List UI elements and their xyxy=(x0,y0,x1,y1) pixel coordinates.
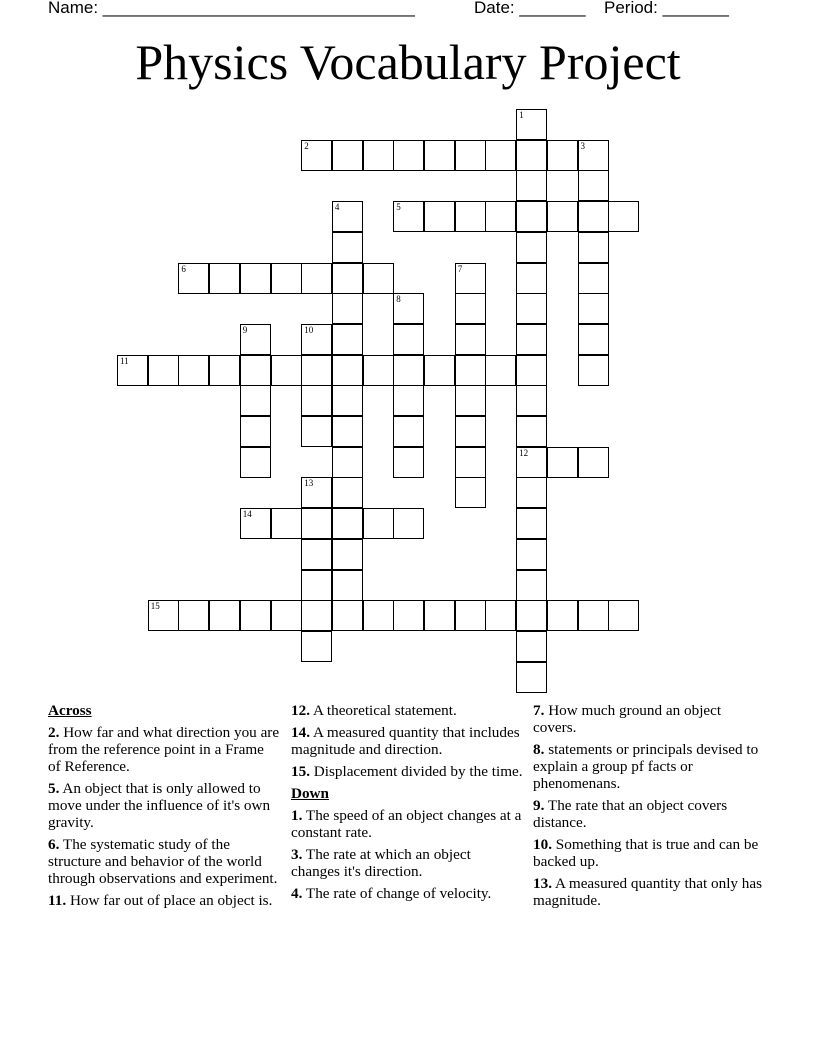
crossword-cell[interactable] xyxy=(516,385,547,416)
crossword-cell[interactable] xyxy=(578,232,609,263)
crossword-cell[interactable] xyxy=(455,385,486,416)
crossword-cell[interactable] xyxy=(393,201,424,232)
crossword-cell[interactable] xyxy=(424,355,455,386)
crossword-cell[interactable] xyxy=(178,600,209,631)
crossword-cell[interactable] xyxy=(301,355,332,386)
clue-down-1: 1. The speed of an object changes at a constant rate. xyxy=(291,807,522,841)
crossword-cell[interactable] xyxy=(516,293,547,324)
crossword-cell[interactable] xyxy=(516,662,547,693)
cell-number: 8 xyxy=(396,294,401,305)
crossword-cell[interactable] xyxy=(393,140,424,171)
crossword-cell[interactable] xyxy=(301,416,332,447)
crossword-cell[interactable] xyxy=(608,600,639,631)
clue-across-12: 12. A theoretical statement. xyxy=(291,702,457,719)
crossword-cell[interactable] xyxy=(516,140,547,171)
page-title: Physics Vocabulary Project xyxy=(135,34,681,90)
crossword-cell[interactable] xyxy=(240,324,271,355)
crossword-cell[interactable] xyxy=(455,201,486,232)
crossword-cell[interactable] xyxy=(209,263,240,294)
cell-number: 2 xyxy=(304,140,309,151)
crossword-cell[interactable] xyxy=(516,477,547,508)
clue-across-11: 11. How far out of place an object is. xyxy=(48,892,273,909)
crossword-cell[interactable] xyxy=(332,600,363,631)
crossword-cell[interactable] xyxy=(424,600,455,631)
crossword-cell[interactable] xyxy=(516,263,547,294)
crossword-cell[interactable] xyxy=(578,324,609,355)
across-heading: Across xyxy=(48,702,92,719)
crossword-cell[interactable] xyxy=(301,263,332,294)
crossword-cell[interactable] xyxy=(516,232,547,263)
crossword-cell[interactable] xyxy=(455,140,486,171)
crossword-cell[interactable] xyxy=(148,355,179,386)
crossword-cell[interactable] xyxy=(516,447,547,478)
crossword-cell[interactable] xyxy=(363,508,394,539)
crossword-cell[interactable] xyxy=(455,263,486,294)
crossword-cell[interactable] xyxy=(393,324,424,355)
crossword-cell[interactable] xyxy=(332,140,363,171)
crossword-cell[interactable] xyxy=(455,324,486,355)
crossword-cell[interactable] xyxy=(516,539,547,570)
crossword-cell[interactable] xyxy=(332,447,363,478)
cell-number: 7 xyxy=(457,263,463,274)
cell-number: 12 xyxy=(519,447,529,458)
crossword-cell[interactable] xyxy=(455,355,486,386)
cell-number: 3 xyxy=(580,140,585,151)
cell-number: 11 xyxy=(120,355,129,366)
clue-down-7: 7. How much ground an object covers. xyxy=(533,702,722,736)
crossword-cell[interactable] xyxy=(578,293,609,324)
crossword-cell[interactable] xyxy=(547,447,578,478)
crossword-cell[interactable] xyxy=(271,600,302,631)
crossword-cell[interactable] xyxy=(301,385,332,416)
cell-number: 5 xyxy=(396,202,401,213)
crossword-cell[interactable] xyxy=(516,170,547,201)
crossword-cell[interactable] xyxy=(578,600,609,631)
name-field[interactable]: Name: _________________________________ xyxy=(48,0,415,17)
clue-down-8: 8. statements or principals devised to explain a group pf facts or phenomenans. xyxy=(533,741,759,792)
cell-number: 1 xyxy=(519,110,524,120)
crossword-cell[interactable] xyxy=(393,416,424,447)
cell-number: 9 xyxy=(242,324,248,335)
crossword-cell[interactable] xyxy=(240,508,271,539)
cell-number: 15 xyxy=(150,601,160,612)
crossword-cell[interactable] xyxy=(516,109,547,140)
crossword-cell[interactable] xyxy=(455,416,486,447)
crossword-cell[interactable] xyxy=(393,600,424,631)
crossword-cell[interactable] xyxy=(516,508,547,539)
cell-number: 13 xyxy=(304,478,314,489)
crossword-cell[interactable] xyxy=(240,447,271,478)
crossword-cell[interactable] xyxy=(424,201,455,232)
crossword-cell[interactable] xyxy=(516,324,547,355)
crossword-cell[interactable] xyxy=(271,355,302,386)
crossword-cell[interactable] xyxy=(455,447,486,478)
crossword-cell[interactable] xyxy=(332,232,363,263)
crossword-cell[interactable] xyxy=(393,447,424,478)
crossword-cell[interactable] xyxy=(301,600,332,631)
crossword-cell[interactable] xyxy=(332,385,363,416)
crossword-cell[interactable] xyxy=(578,201,609,232)
crossword-cell[interactable] xyxy=(332,416,363,447)
crossword-cell[interactable] xyxy=(578,170,609,201)
crossword-cell[interactable] xyxy=(301,477,332,508)
crossword-cell[interactable] xyxy=(455,600,486,631)
crossword-cell[interactable] xyxy=(301,324,332,355)
crossword-cell[interactable] xyxy=(301,508,332,539)
clue-across-15: 15. Displacement divided by the time. xyxy=(291,763,523,780)
cell-number: 4 xyxy=(334,202,340,213)
crossword-cell[interactable] xyxy=(393,355,424,386)
period-field[interactable]: Period: _______ xyxy=(604,0,729,17)
clue-across-14: 14. A measured quantity that includes magnitude and direction. xyxy=(291,724,520,758)
crossword-cell[interactable] xyxy=(301,539,332,570)
crossword-cell[interactable] xyxy=(363,600,394,631)
crossword-cell[interactable] xyxy=(240,263,271,294)
clue-across-2: 2. How far and what direction you are from the reference point in a Frame of Reference. xyxy=(48,724,280,775)
crossword-cell[interactable] xyxy=(117,355,148,386)
crossword-cell[interactable] xyxy=(485,140,516,171)
crossword-cell[interactable] xyxy=(393,293,424,324)
clue-down-4: 4. The rate of change of velocity. xyxy=(291,885,492,902)
crossword-cell[interactable] xyxy=(578,355,609,386)
clue-down-3: 3. The rate at which an object changes it's direction. xyxy=(291,846,471,880)
crossword-cell[interactable] xyxy=(240,600,271,631)
crossword-cell[interactable] xyxy=(178,263,209,294)
crossword-cell[interactable] xyxy=(516,631,547,662)
clue-down-10: 10. Something that is true and can be backed up. xyxy=(533,836,759,870)
crossword-cell[interactable] xyxy=(578,263,609,294)
crossword-cell[interactable] xyxy=(363,140,394,171)
clue-across-5: 5. An object that is only allowed to move under the influence of it's own gravity. xyxy=(48,780,271,831)
crossword-cell[interactable] xyxy=(271,508,302,539)
crossword-cell[interactable] xyxy=(148,600,179,631)
crossword-cell[interactable] xyxy=(393,385,424,416)
cell-number: 10 xyxy=(304,324,314,335)
crossword-cell[interactable] xyxy=(547,201,578,232)
crossword-cell[interactable] xyxy=(547,140,578,171)
clues-column-3 xyxy=(533,702,765,914)
crossword-cell[interactable] xyxy=(240,355,271,386)
crossword-cell[interactable] xyxy=(332,293,363,324)
clue-across-6: 6. The systematic study of the structure and behavior of the world through observations and experiment. xyxy=(48,836,278,887)
crossword-cell[interactable] xyxy=(608,201,639,232)
crossword-cell[interactable] xyxy=(485,201,516,232)
crossword-cell[interactable] xyxy=(271,263,302,294)
crossword-cell[interactable] xyxy=(485,355,516,386)
crossword-cell[interactable] xyxy=(455,293,486,324)
crossword-cell[interactable] xyxy=(455,477,486,508)
crossword-cell[interactable] xyxy=(363,355,394,386)
crossword-cell[interactable] xyxy=(485,600,516,631)
crossword-cell[interactable] xyxy=(363,263,394,294)
crossword-cell[interactable] xyxy=(332,570,363,601)
crossword-cell[interactable] xyxy=(178,355,209,386)
crossword-cell[interactable] xyxy=(332,477,363,508)
crossword-cell[interactable] xyxy=(209,355,240,386)
crossword-cell[interactable] xyxy=(547,600,578,631)
crossword-cell[interactable] xyxy=(301,140,332,171)
crossword-cell[interactable] xyxy=(209,600,240,631)
crossword-cell[interactable] xyxy=(332,201,363,232)
date-field[interactable]: Date: _______ xyxy=(474,0,586,17)
clue-down-13: 13. A measured quantity that only has magnitude. xyxy=(533,875,763,909)
down-heading: Down xyxy=(291,785,329,802)
clues-column-1 xyxy=(48,702,280,914)
crossword-cell[interactable] xyxy=(332,539,363,570)
crossword-cell[interactable] xyxy=(332,263,363,294)
crossword-cell[interactable] xyxy=(393,508,424,539)
cell-number: 6 xyxy=(181,263,186,274)
clue-down-9: 9. The rate that an object covers distance. xyxy=(533,797,728,831)
crossword-cell[interactable] xyxy=(578,140,609,171)
crossword-cell[interactable] xyxy=(301,631,332,662)
crossword-cell[interactable] xyxy=(424,140,455,171)
crossword-cell[interactable] xyxy=(240,385,271,416)
crossword-cell[interactable] xyxy=(332,508,363,539)
crossword-cell[interactable] xyxy=(516,600,547,631)
crossword-cell[interactable] xyxy=(332,355,363,386)
crossword-cell[interactable] xyxy=(516,201,547,232)
crossword-cell[interactable] xyxy=(240,416,271,447)
crossword-cell[interactable] xyxy=(578,447,609,478)
clues-column-2 xyxy=(291,702,523,907)
crossword-cell[interactable] xyxy=(516,570,547,601)
crossword-cell[interactable] xyxy=(516,355,547,386)
crossword-cell[interactable] xyxy=(332,324,363,355)
crossword-cell[interactable] xyxy=(301,570,332,601)
cell-number: 14 xyxy=(242,509,252,520)
crossword-cell[interactable] xyxy=(516,416,547,447)
